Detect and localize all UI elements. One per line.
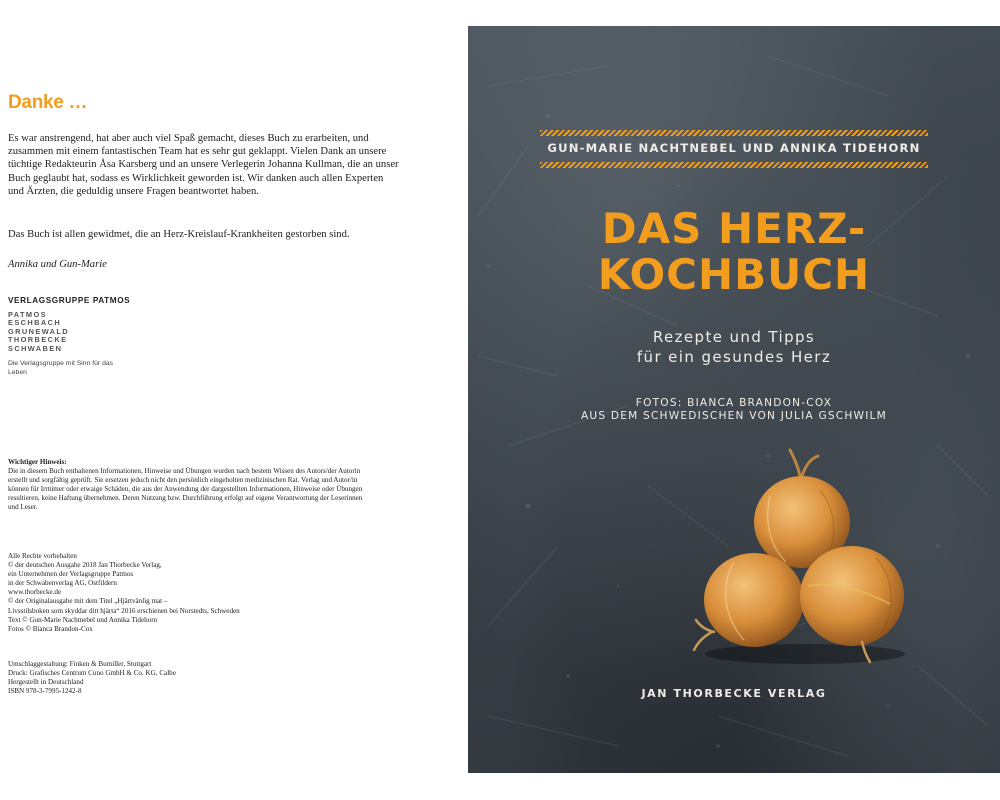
- imprint-item: ESCHBACH: [8, 318, 62, 328]
- rights-line: Livsstilsboken som skyddar ditt hjärta“ 2016 erschienen bei Norstedts, Schweden: [8, 606, 240, 615]
- notice-text: Die in diesem Buch enthaltenen Informationen, Hinweise und Übungen wurden nach bestem Wissen des Autors/der Autorin erstellt und sorgfältig geprüft. Sie ersetzen jedoch nicht den persönlich eingeholten medizinischen Rat. Verlag und Autor/in können für Irrtümer oder etwaige Schäden, die aus der Anwendung der dargestellten Informationen, Hinweise oder Übungen resultieren, keine Haftung übernehmen. Deren Nutzung bzw. Durchführung erfolgt auf eigene Verantwortung der Leserinnen und Leser.: [8, 467, 363, 512]
- rights-block: [8, 552, 338, 634]
- imprint-item: GRUNEWALD: [8, 326, 70, 336]
- onions-photo: [690, 436, 920, 666]
- rights-line: Fotos © Bianca Brandon-Cox: [8, 624, 93, 633]
- cover-credits: [468, 397, 1000, 423]
- credit-line: Umschlaggestaltung: Finken & Bumiller, Stuttgart: [8, 660, 152, 668]
- credit-line: Druck: Grafisches Centrum Cuno GmbH & Co. KG, Calbe: [8, 669, 176, 678]
- rights-line: ein Unternehmen der Verlagsgruppe Patmos: [8, 570, 134, 579]
- cover-title-line: KOCHBUCH: [597, 250, 871, 299]
- signature: Annika und Gun-Marie: [8, 259, 107, 270]
- rights-line: Alle Rechte vorbehalten: [8, 552, 77, 560]
- cover-title-line: DAS HERZ-: [601, 204, 867, 253]
- rights-line: © der Originalausgabe mit dem Titel „Hjärtvänlig mat –: [8, 597, 168, 606]
- cover-subtitle-line: für ein gesundes Herz: [636, 348, 832, 366]
- rights-line: Text © Gun-Marie Nachtnebel und Annika Tidehorn: [8, 615, 158, 624]
- cover-credit-line: FOTOS: BIANCA BRANDON-COX: [635, 397, 833, 409]
- rights-line: in der Schwabenverlag AG, Ostfildern: [8, 579, 117, 588]
- important-notice: [8, 458, 368, 513]
- decorative-stripe: [540, 130, 928, 136]
- onion: [694, 553, 804, 650]
- imprint-page: [0, 0, 460, 800]
- publisher-tagline: Die Verlagsgruppe mit Sinn für das Leben: [8, 360, 114, 377]
- cover-title: [468, 206, 1000, 298]
- production-credits: [8, 660, 338, 696]
- decorative-stripe: [540, 162, 928, 168]
- rights-line: www.thorbecke.de: [8, 588, 62, 597]
- notice-title: Wichtiger Hinweis:: [8, 458, 67, 466]
- thanks-heading: Danke …: [8, 92, 88, 113]
- publisher-logo: [8, 296, 208, 377]
- cover-subtitle-line: Rezepte und Tipps: [652, 328, 816, 346]
- imprint-item: PATMOS: [8, 310, 47, 319]
- dedication-paragraph: Das Buch ist allen gewidmet, die an Herz-Kreislauf-Krankheiten gestorben sind.: [8, 229, 350, 240]
- imprint-item: SCHWABEN: [8, 343, 63, 353]
- isbn-line: ISBN 978-3-7995-1242-8: [8, 687, 82, 696]
- book-cover: [468, 26, 1000, 773]
- cover-credit-line: AUS DEM SCHWEDISCHEN VON JULIA GSCHWILM: [580, 410, 887, 422]
- cover-subtitle: [468, 327, 1000, 367]
- cover-publisher: JAN THORBECKE VERLAG: [641, 687, 827, 700]
- cover-authors: GUN-MARIE NACHTNEBEL UND ANNIKA TIDEHORN: [547, 141, 921, 155]
- credit-line: Hergestellt in Deutschland: [8, 678, 84, 687]
- acknowledgement-paragraph: Es war anstrengend, hat aber auch viel Spaß gemacht, dieses Buch zu erarbeiten, und zusammen mit einem fantastischen Team hat es sehr gut geklappt. Vielen Dank an unsere tüchtige Redakteurin Åsa Karsberg und an unsere Verlegerin Johanna Kullman, die an unser Buch geglaubt hat, sodass es Wirklichkeit geworden ist. Wir danken auch allen Experten und Ärzten, die geduldig unsere Fragen beantwortet haben.: [8, 133, 399, 197]
- imprint-list: [8, 311, 208, 353]
- publisher-group-name: VERLAGSGRUPPE PATMOS: [8, 296, 131, 305]
- imprint-item: THORBECKE: [8, 335, 68, 345]
- rights-line: © der deutschen Ausgabe 2018 Jan Thorbecke Verlag,: [8, 561, 162, 570]
